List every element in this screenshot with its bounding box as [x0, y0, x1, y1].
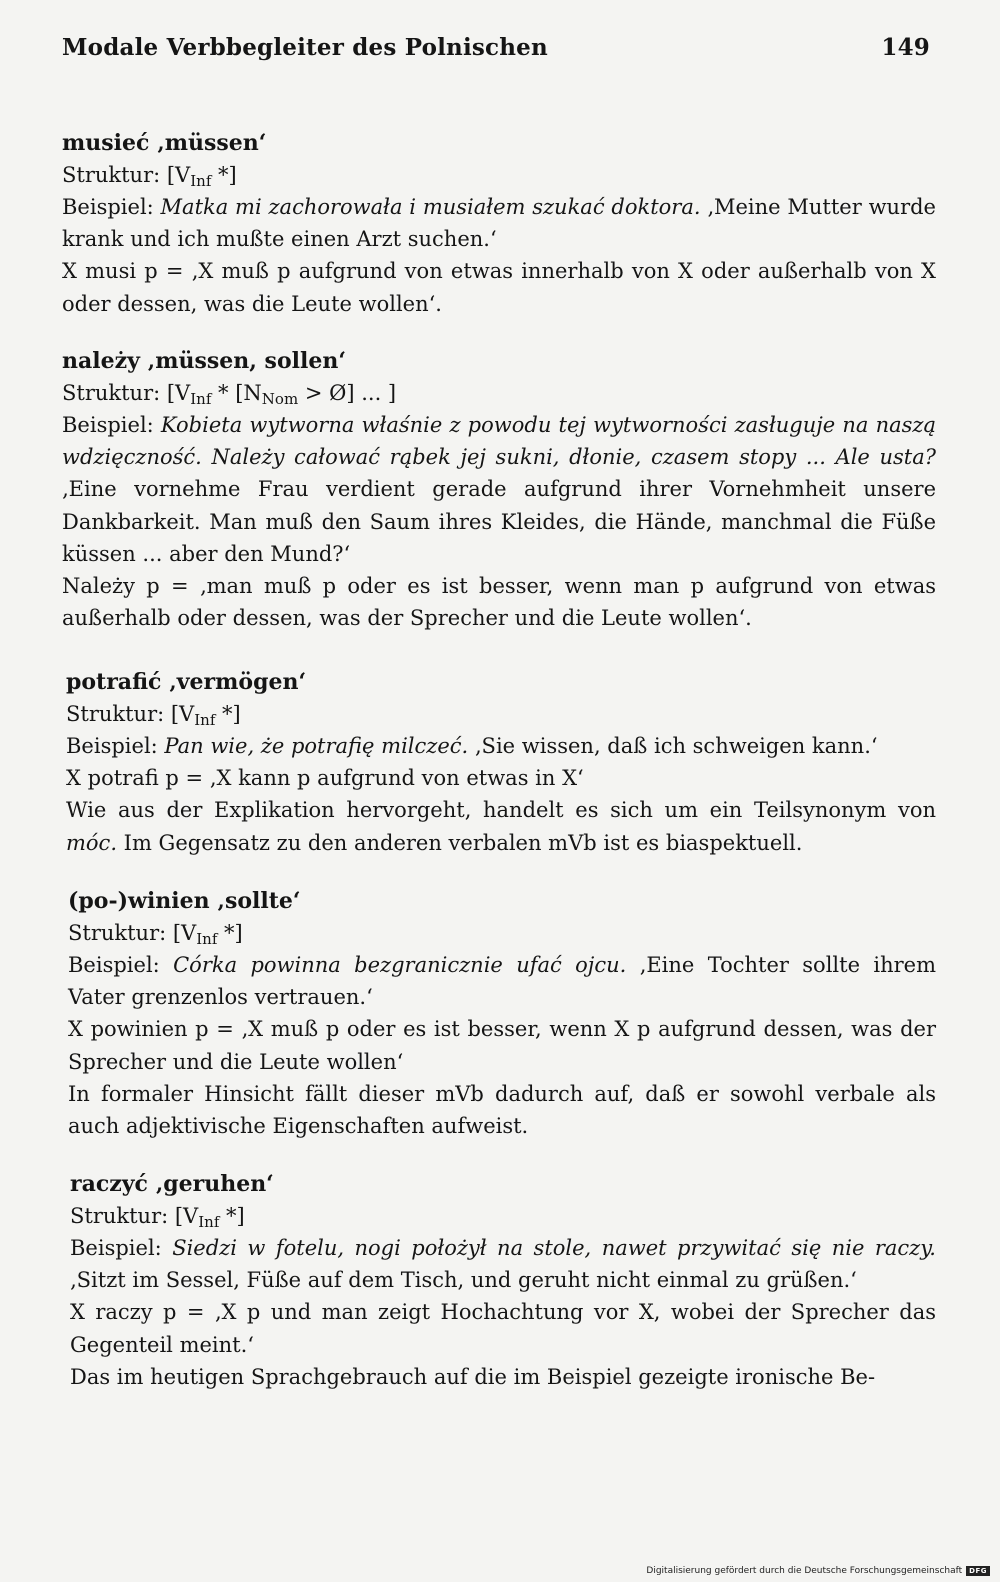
- entry-lemma: raczyć ‚geruhen‘: [70, 1171, 274, 1197]
- entry-struktur: Struktur: [$V_{Inf}$ *]: [66, 702, 241, 729]
- entry-musiec: [62, 127, 936, 320]
- entry-definition: X powinien p = ‚X muß p oder es ist besser, wenn X p aufgrund dessen, was der Sprecher und die Leute wollen‘: [68, 1017, 936, 1074]
- entry-definition: X musi p = ‚X muß p aufgrund von etwas innerhalb von X oder außerhalb von X oder dessen, was die Leute wollen‘.: [62, 259, 936, 316]
- running-header: [62, 34, 930, 61]
- entry-beispiel: Beispiel: Siedzi w fotelu, nogi położył na stole, nawet przywitać się nie raczy. ‚Sitzt im Sessel, Füße auf dem Tisch, und geruht nicht einmal zu grüßen.‘: [70, 1236, 936, 1293]
- entry-raczyc: [70, 1168, 936, 1393]
- entry-lemma: musieć ‚müssen‘: [62, 130, 267, 156]
- digitization-footer: [646, 1566, 990, 1576]
- entry-struktur: Struktur: [$V_{Inf} * [N_{Nom}$ > Ø] ... ]: [62, 381, 397, 408]
- entry-comment: Das im heutigen Sprachgebrauch auf die im Beispiel gezeigte ironische Be-: [70, 1364, 876, 1389]
- entry-lemma: (po-)winien ‚sollte‘: [68, 888, 301, 914]
- entry-potrafic: [66, 666, 936, 859]
- dfg-logo: DFG: [966, 1566, 990, 1576]
- entry-definition: X raczy p = ‚X p und man zeigt Hochachtung vor X, wobei der Sprecher das Gegenteil meint.‘: [70, 1300, 936, 1357]
- entry-comment: Wie aus der Explikation hervorgeht, handelt es sich um ein Teilsynonym von móc. Im Gegensatz zu den anderen verbalen mVb ist es biaspektuell.: [66, 798, 936, 855]
- entry-beispiel: Beispiel: Córka powinna bezgranicznie ufać ojcu. ‚Eine Tochter sollte ihrem Vater grenzenlos vertrauen.‘: [68, 953, 936, 1010]
- entry-struktur: Struktur: [$V_{Inf}$ *]: [62, 163, 237, 190]
- entry-struktur: Struktur: [$V_{Inf}$ *]: [70, 1204, 245, 1231]
- header-title: Modale Verbbegleiter des Polnischen: [62, 34, 548, 61]
- entry-comment: In formaler Hinsicht fällt dieser mVb dadurch auf, daß er sowohl verbale als auch adjektivische Eigenschaften aufweist.: [68, 1081, 936, 1139]
- entry-nalezy: [62, 345, 936, 634]
- entry-beispiel: Beispiel: Pan wie, że potrafię milczeć. ‚Sie wissen, daß ich schweigen kann.‘: [66, 734, 878, 758]
- entry-definition: X potrafi p = ‚X kann p aufgrund von etwas in X‘: [66, 766, 584, 791]
- entry-powinien: [68, 885, 936, 1142]
- entry-beispiel: Beispiel: Matka mi zachorowała i musiałem szukać doktora. ‚Meine Mutter wurde krank und ich mußte einen Arzt suchen.‘: [62, 195, 936, 252]
- entry-lemma: potrafić ‚vermögen‘: [66, 669, 307, 695]
- entry-struktur: Struktur: [$V_{Inf}$ *]: [68, 921, 243, 948]
- entry-definition: Należy p = ‚man muß p oder es ist besser, wenn man p aufgrund von etwas außerhalb oder dessen, was der Sprecher und die Leute wollen‘.: [62, 574, 936, 631]
- footer-text: Digitalisierung gefördert durch die Deutsche Forschungsgemeinschaft: [646, 1566, 963, 1576]
- entry-beispiel: Beispiel: Kobieta wytworna właśnie z powodu tej wytworności zasługuje na naszą wdzięczność. Należy całować rąbek jej sukni, dłonie, czasem stopy ... Ale usta? ‚Eine vornehme Frau verdient gerade aufgrund ihrer Vornehmheit unsere Dankbarkeit. Man muß den Saum ihres Kleides, die Hände, manchmal die Füße küssen ... aber den Mund?‘: [62, 413, 936, 566]
- entry-lemma: należy ‚müssen, sollen‘: [62, 348, 346, 374]
- page-number: 149: [881, 34, 930, 61]
